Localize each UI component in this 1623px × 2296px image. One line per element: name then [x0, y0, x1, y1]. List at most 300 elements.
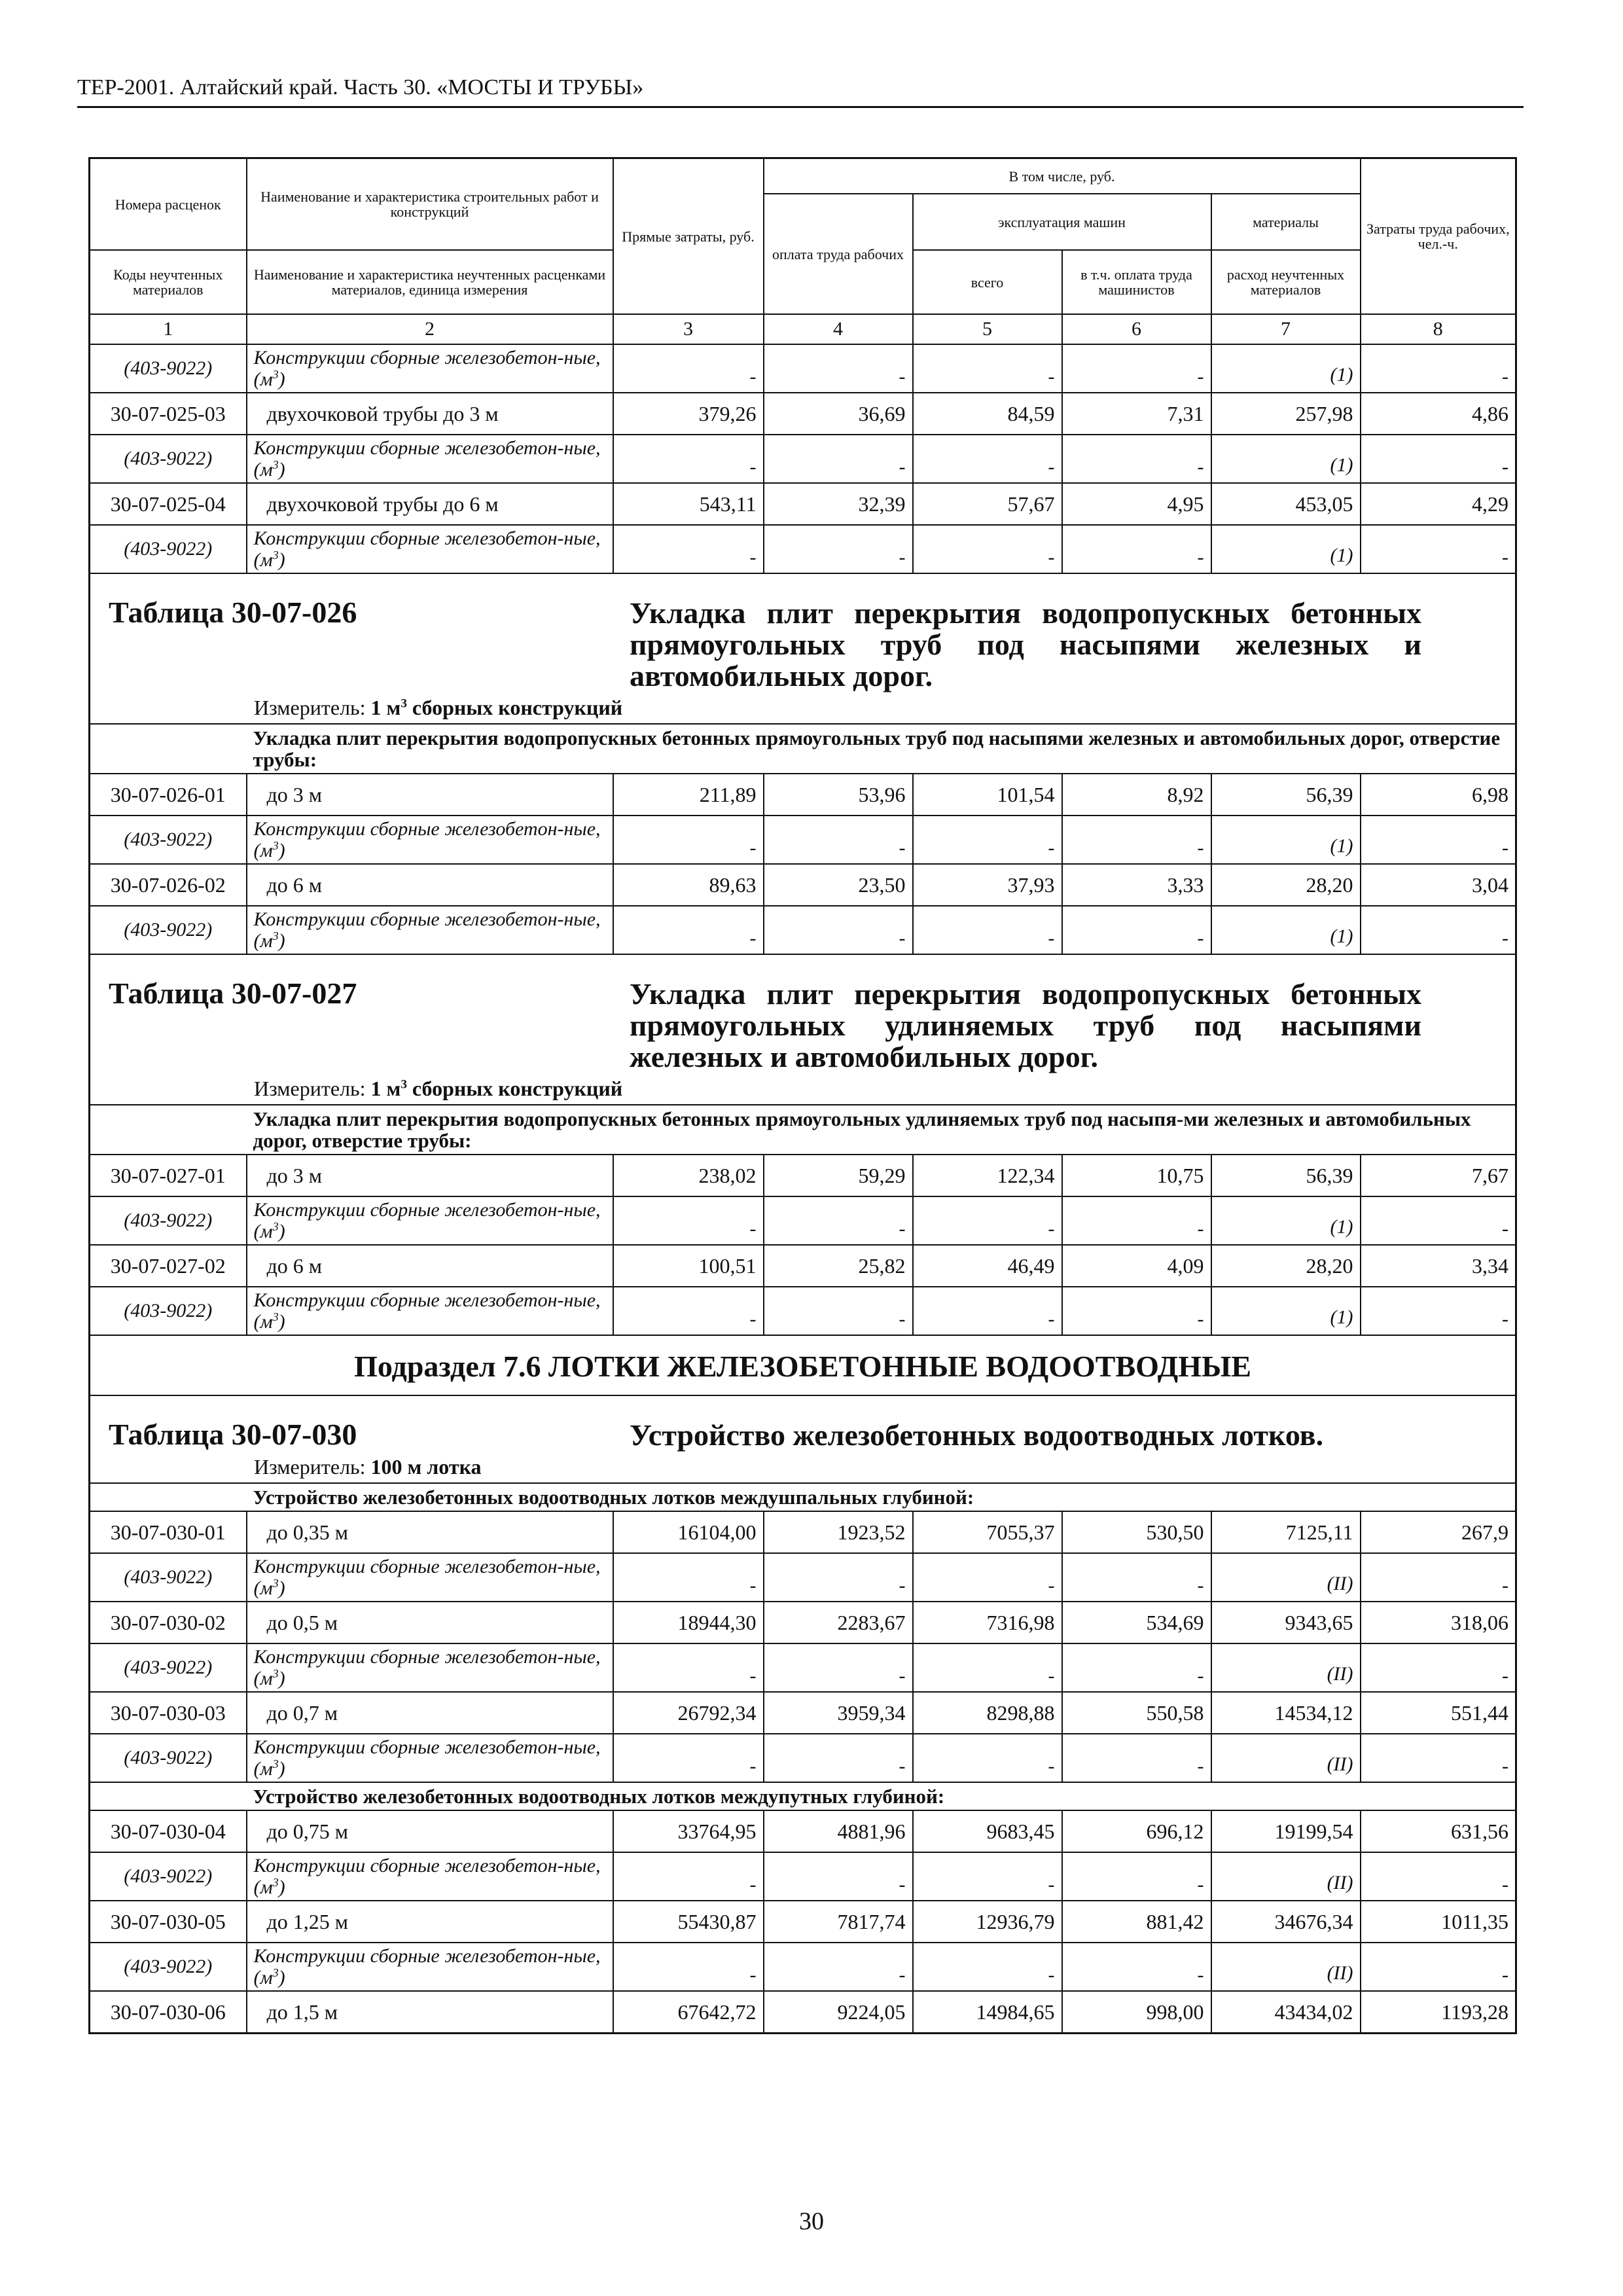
head-materials: материалы	[1211, 194, 1361, 250]
material-name	[247, 435, 613, 483]
material-name	[247, 1943, 613, 1991]
machines-total: 14984,65	[913, 1991, 1062, 2034]
head-col3: Прямые затраты, руб.	[613, 158, 764, 315]
empty-value: -	[613, 1553, 764, 1602]
material-name	[247, 1553, 613, 1602]
column-number: 5	[913, 314, 1062, 344]
empty-value: -	[1062, 1943, 1211, 1991]
empty-value: -	[613, 816, 764, 864]
empty-value: -	[913, 435, 1062, 483]
measure-value	[371, 696, 623, 719]
material-volume-ref: (II)	[1211, 1943, 1361, 1991]
table-caption-row	[90, 573, 1516, 724]
material-name-text: Конструкции сборные железобетон-ные, (м	[253, 437, 601, 480]
direct-cost: 67642,72	[613, 1991, 764, 2034]
empty-value: -	[1361, 1643, 1516, 1692]
price-row	[90, 1810, 1516, 1852]
material-row	[90, 1196, 1516, 1245]
group-subheader: Укладка плит перекрытия водопропускных бетонных прямоугольных удлиняемых труб под насыпя-ми железных и автомобильных дорог, отверстие трубы:	[247, 1105, 1516, 1155]
direct-cost: 211,89	[613, 774, 764, 816]
price-row	[90, 1692, 1516, 1734]
direct-cost: 238,02	[613, 1155, 764, 1196]
group-subheader-row	[90, 724, 1516, 774]
material-row	[90, 344, 1516, 393]
empty-value: -	[764, 906, 913, 954]
unit-superscript: 3	[272, 548, 279, 562]
operators-pay: 4,95	[1062, 483, 1211, 525]
labor-pay: 59,29	[764, 1155, 913, 1196]
work-name: до 0,75 м	[247, 1810, 613, 1852]
material-code: (403-9022)	[90, 1643, 247, 1692]
materials-cost: 34676,34	[1211, 1901, 1361, 1943]
table-heading	[90, 574, 1515, 692]
material-name-end: )	[278, 368, 285, 390]
empty-value: -	[1062, 1734, 1211, 1782]
empty-value: -	[764, 816, 913, 864]
material-volume-ref: (1)	[1211, 1196, 1361, 1245]
group-subheader: Устройство железобетонных водоотводных лотков междушпальных глубиной:	[247, 1483, 1516, 1511]
table-measure	[90, 1451, 1515, 1482]
labor-pay: 32,39	[764, 483, 913, 525]
work-name: до 0,5 м	[247, 1602, 613, 1643]
labor-hours: 267,9	[1361, 1511, 1516, 1553]
material-row	[90, 1287, 1516, 1335]
material-volume-ref: (II)	[1211, 1852, 1361, 1901]
empty-value: -	[913, 1287, 1062, 1335]
page-number: 30	[799, 2208, 824, 2235]
empty-value: -	[613, 1287, 764, 1335]
empty-value: -	[1361, 525, 1516, 573]
empty-value: -	[1361, 1734, 1516, 1782]
material-code: (403-9022)	[90, 435, 247, 483]
empty-value: -	[1062, 525, 1211, 573]
materials-cost: 56,39	[1211, 774, 1361, 816]
materials-cost: 43434,02	[1211, 1991, 1361, 2034]
table-measure	[90, 1073, 1515, 1104]
material-code: (403-9022)	[90, 1553, 247, 1602]
empty-value: -	[913, 1943, 1062, 1991]
head-materials-unaccounted: расход неучтенных материалов	[1211, 250, 1361, 314]
material-volume-ref: (II)	[1211, 1643, 1361, 1692]
unit-superscript: 3	[272, 1757, 279, 1770]
measure-label: Измеритель:	[254, 696, 366, 719]
price-row	[90, 393, 1516, 435]
group-subheader-row	[90, 1782, 1516, 1810]
table-caption	[90, 1395, 1516, 1483]
subsection-title: Подраздел 7.6 ЛОТКИ ЖЕЛЕЗОБЕТОННЫЕ ВОДООТВОДНЫЕ	[354, 1350, 1251, 1383]
empty-value: -	[1062, 1287, 1211, 1335]
empty-value: -	[913, 344, 1062, 393]
material-code: (403-9022)	[90, 1852, 247, 1901]
head-machines: эксплуатация машин	[913, 194, 1211, 250]
labor-pay: 4881,96	[764, 1810, 913, 1852]
direct-cost: 18944,30	[613, 1602, 764, 1643]
labor-hours: 3,34	[1361, 1245, 1516, 1287]
head-labor: оплата труда рабочих	[764, 194, 913, 314]
unit-superscript: 3	[272, 1966, 279, 1979]
column-number: 6	[1062, 314, 1211, 344]
column-numbers-row	[90, 314, 1516, 344]
empty-value: -	[1062, 816, 1211, 864]
measure-rest: сборных конструкций	[406, 696, 623, 719]
empty-value: -	[1062, 1196, 1211, 1245]
operators-pay: 4,09	[1062, 1245, 1211, 1287]
group-subheader: Укладка плит перекрытия водопропускных бетонных прямоугольных труб под насыпями железных и автомобильных дорог, отверстие трубы:	[247, 724, 1516, 774]
head-row-1	[90, 158, 1516, 194]
empty-value: -	[613, 906, 764, 954]
labor-pay: 9224,05	[764, 1991, 913, 2034]
table-number: Таблица 30-07-026	[109, 596, 357, 629]
column-number: 8	[1361, 314, 1516, 344]
material-code: (403-9022)	[90, 1943, 247, 1991]
operators-pay: 8,92	[1062, 774, 1211, 816]
table-caption-row	[90, 954, 1516, 1105]
empty-value: -	[1361, 344, 1516, 393]
labor-hours: 1193,28	[1361, 1991, 1516, 2034]
empty-value: -	[913, 1643, 1062, 1692]
operators-pay: 881,42	[1062, 1901, 1211, 1943]
materials-cost: 257,98	[1211, 393, 1361, 435]
labor-pay: 36,69	[764, 393, 913, 435]
material-name-text: Конструкции сборные железобетон-ные, (м	[253, 1736, 601, 1780]
material-name	[247, 1287, 613, 1335]
price-row	[90, 483, 1516, 525]
material-row	[90, 816, 1516, 864]
operators-pay: 534,69	[1062, 1602, 1211, 1643]
labor-hours: 4,29	[1361, 483, 1516, 525]
work-name: до 0,35 м	[247, 1511, 613, 1553]
rate-code: 30-07-030-01	[90, 1511, 247, 1553]
direct-cost: 16104,00	[613, 1511, 764, 1553]
material-name-end: )	[278, 1758, 285, 1780]
measure-label: Измеритель:	[254, 1455, 366, 1479]
materials-cost: 7125,11	[1211, 1511, 1361, 1553]
running-header: ТЕР-2001. Алтайский край. Часть 30. «МОСТЫ И ТРУБЫ»	[77, 75, 644, 99]
empty-value: -	[1062, 906, 1211, 954]
material-row	[90, 1943, 1516, 1991]
price-row	[90, 1511, 1516, 1553]
material-row	[90, 1852, 1516, 1901]
labor-pay: 2283,67	[764, 1602, 913, 1643]
machines-total: 7316,98	[913, 1602, 1062, 1643]
material-name-end: )	[278, 549, 285, 571]
measure-value-text: 1 м	[370, 696, 401, 719]
operators-pay: 530,50	[1062, 1511, 1211, 1553]
measure-label: Измеритель:	[254, 1077, 366, 1100]
empty-value: -	[1361, 435, 1516, 483]
material-row	[90, 525, 1516, 573]
rate-code: 30-07-027-01	[90, 1155, 247, 1196]
empty-value: -	[764, 1287, 913, 1335]
unit-superscript: 3	[272, 839, 279, 852]
unit-superscript: 3	[272, 368, 279, 381]
materials-cost: 453,05	[1211, 483, 1361, 525]
labor-pay: 7817,74	[764, 1901, 913, 1943]
empty-value: -	[1361, 906, 1516, 954]
empty-value: -	[1361, 1943, 1516, 1991]
measure-value	[371, 1455, 482, 1479]
materials-cost: 28,20	[1211, 864, 1361, 906]
direct-cost: 89,63	[613, 864, 764, 906]
direct-cost: 100,51	[613, 1245, 764, 1287]
empty-value: -	[1361, 1196, 1516, 1245]
labor-hours: 1011,35	[1361, 1901, 1516, 1943]
column-number: 2	[247, 314, 613, 344]
operators-pay: 3,33	[1062, 864, 1211, 906]
empty-value: -	[1062, 1553, 1211, 1602]
rate-code: 30-07-030-05	[90, 1901, 247, 1943]
price-row	[90, 1155, 1516, 1196]
group-subheader-spacer	[90, 1483, 247, 1511]
subsection-row	[90, 1335, 1516, 1395]
head-col1-top: Номера расценок	[90, 158, 247, 251]
measure-value-text: 1 м	[370, 1077, 401, 1100]
empty-value: -	[913, 1852, 1062, 1901]
rate-code: 30-07-030-02	[90, 1602, 247, 1643]
machines-total: 12936,79	[913, 1901, 1062, 1943]
material-row	[90, 1553, 1516, 1602]
labor-pay: 3959,34	[764, 1692, 913, 1734]
labor-pay: 23,50	[764, 864, 913, 906]
price-row	[90, 774, 1516, 816]
material-row	[90, 435, 1516, 483]
material-name-end: )	[278, 1967, 285, 1988]
group-subheader-row	[90, 1105, 1516, 1155]
header-rule	[77, 106, 1524, 108]
machines-total: 8298,88	[913, 1692, 1062, 1734]
operators-pay: 550,58	[1062, 1692, 1211, 1734]
materials-cost: 28,20	[1211, 1245, 1361, 1287]
work-name: до 1,25 м	[247, 1901, 613, 1943]
head-including: В том числе, руб.	[764, 158, 1361, 194]
work-name: до 3 м	[247, 774, 613, 816]
head-machines-total: всего	[913, 250, 1062, 314]
unit-superscript: 3	[272, 1577, 279, 1590]
column-number: 1	[90, 314, 247, 344]
group-subheader-spacer	[90, 1105, 247, 1155]
head-col2-top: Наименование и характеристика строительных работ и конструкций	[247, 158, 613, 251]
rate-code: 30-07-026-02	[90, 864, 247, 906]
group-subheader-row	[90, 1483, 1516, 1511]
work-name: до 6 м	[247, 864, 613, 906]
group-subheader: Устройство железобетонных водоотводных лотков междупутных глубиной:	[247, 1782, 1516, 1810]
measure-value	[371, 1077, 623, 1100]
material-name-text: Конструкции сборные железобетон-ные, (м	[253, 347, 601, 390]
machines-total: 37,93	[913, 864, 1062, 906]
empty-value: -	[913, 1553, 1062, 1602]
materials-cost: 14534,12	[1211, 1692, 1361, 1734]
empty-value: -	[764, 1734, 913, 1782]
empty-value: -	[613, 1734, 764, 1782]
unit-superscript: 3	[272, 929, 279, 942]
unit-superscript: 3	[272, 458, 279, 471]
materials-cost: 56,39	[1211, 1155, 1361, 1196]
table-caption	[90, 954, 1516, 1105]
machines-total: 84,59	[913, 393, 1062, 435]
group-subheader-spacer	[90, 1782, 247, 1810]
rate-code: 30-07-025-04	[90, 483, 247, 525]
material-name-text: Конструкции сборные железобетон-ные, (м	[253, 1289, 601, 1333]
price-row	[90, 1901, 1516, 1943]
labor-hours: 318,06	[1361, 1602, 1516, 1643]
empty-value: -	[613, 344, 764, 393]
table-number: Таблица 30-07-027	[109, 977, 357, 1010]
unit-superscript: 3	[272, 1310, 279, 1323]
rate-code: 30-07-026-01	[90, 774, 247, 816]
material-volume-ref: (II)	[1211, 1553, 1361, 1602]
material-code: (403-9022)	[90, 1196, 247, 1245]
subsection-cell	[90, 1335, 1516, 1395]
price-row	[90, 1602, 1516, 1643]
empty-value: -	[764, 525, 913, 573]
empty-value: -	[913, 1734, 1062, 1782]
empty-value: -	[913, 525, 1062, 573]
table-title: Устройство железобетонных водоотводных лотков.	[630, 1418, 1324, 1452]
material-name	[247, 1196, 613, 1245]
column-number: 3	[613, 314, 764, 344]
labor-hours: 7,67	[1361, 1155, 1516, 1196]
material-code: (403-9022)	[90, 1287, 247, 1335]
operators-pay: 7,31	[1062, 393, 1211, 435]
material-name	[247, 525, 613, 573]
material-code: (403-9022)	[90, 1734, 247, 1782]
direct-cost: 26792,34	[613, 1692, 764, 1734]
material-volume-ref: (1)	[1211, 525, 1361, 573]
material-name	[247, 344, 613, 393]
head-col2-bottom: Наименование и характеристика неучтенных расценками материалов, единица измерения	[247, 250, 613, 314]
direct-cost: 55430,87	[613, 1901, 764, 1943]
empty-value: -	[613, 1643, 764, 1692]
empty-value: -	[764, 1943, 913, 1991]
head-col1-bottom: Коды неучтенных материалов	[90, 250, 247, 314]
empty-value: -	[613, 1943, 764, 1991]
empty-value: -	[1062, 1852, 1211, 1901]
materials-cost: 19199,54	[1211, 1810, 1361, 1852]
work-name: двухочковой трубы до 6 м	[247, 483, 613, 525]
material-name-text: Конструкции сборные железобетон-ные, (м	[253, 1199, 601, 1242]
material-name-end: )	[278, 1876, 285, 1898]
material-name-text: Конструкции сборные железобетон-ные, (м	[253, 1855, 601, 1898]
labor-pay: 25,82	[764, 1245, 913, 1287]
empty-value: -	[613, 1852, 764, 1901]
material-name-end: )	[278, 840, 285, 861]
material-name-text: Конструкции сборные железобетон-ные, (м	[253, 818, 601, 861]
empty-value: -	[1361, 816, 1516, 864]
material-name-end: )	[278, 930, 285, 952]
price-row	[90, 1245, 1516, 1287]
material-volume-ref: (1)	[1211, 344, 1361, 393]
machines-total: 57,67	[913, 483, 1062, 525]
material-volume-ref: (1)	[1211, 435, 1361, 483]
direct-cost: 33764,95	[613, 1810, 764, 1852]
table-caption	[90, 573, 1516, 724]
material-name-text: Конструкции сборные железобетон-ные, (м	[253, 1945, 601, 1988]
material-name-end: )	[278, 1221, 285, 1242]
table-measure	[90, 692, 1515, 723]
material-volume-ref: (1)	[1211, 906, 1361, 954]
measure-value-text: 100 м лотка	[370, 1455, 482, 1479]
table-caption-row	[90, 1395, 1516, 1483]
empty-value: -	[1361, 1852, 1516, 1901]
group-subheader-spacer	[90, 724, 247, 774]
empty-value: -	[1062, 435, 1211, 483]
empty-value: -	[613, 525, 764, 573]
material-row	[90, 1643, 1516, 1692]
material-code: (403-9022)	[90, 525, 247, 573]
price-row	[90, 864, 1516, 906]
empty-value: -	[913, 816, 1062, 864]
empty-value: -	[613, 435, 764, 483]
price-table	[88, 157, 1517, 2034]
rate-code: 30-07-030-03	[90, 1692, 247, 1734]
labor-hours: 4,86	[1361, 393, 1516, 435]
material-name-end: )	[278, 459, 285, 480]
column-number: 7	[1211, 314, 1361, 344]
work-name: до 6 м	[247, 1245, 613, 1287]
table-heading	[90, 1396, 1515, 1451]
empty-value: -	[1361, 1287, 1516, 1335]
labor-hours: 3,04	[1361, 864, 1516, 906]
materials-cost: 9343,65	[1211, 1602, 1361, 1643]
empty-value: -	[764, 1643, 913, 1692]
machines-total: 7055,37	[913, 1511, 1062, 1553]
material-name-text: Конструкции сборные железобетон-ные, (м	[253, 1646, 601, 1689]
column-number: 4	[764, 314, 913, 344]
rate-code: 30-07-025-03	[90, 393, 247, 435]
machines-total: 101,54	[913, 774, 1062, 816]
table-heading	[90, 955, 1515, 1073]
head-machines-operators: в т.ч. оплата труда машинистов	[1062, 250, 1211, 314]
material-name-text: Конструкции сборные железобетон-ные, (м	[253, 908, 601, 952]
labor-hours: 551,44	[1361, 1692, 1516, 1734]
empty-value: -	[764, 435, 913, 483]
material-name	[247, 906, 613, 954]
material-name	[247, 816, 613, 864]
material-name-end: )	[278, 1577, 285, 1599]
material-name-text: Конструкции сборные железобетон-ные, (м	[253, 1556, 601, 1599]
empty-value: -	[913, 1196, 1062, 1245]
operators-pay: 998,00	[1062, 1991, 1211, 2034]
measure-rest: сборных конструкций	[406, 1077, 623, 1100]
work-name: до 1,5 м	[247, 1991, 613, 2034]
material-row	[90, 906, 1516, 954]
rate-code: 30-07-030-06	[90, 1991, 247, 2034]
material-code: (403-9022)	[90, 816, 247, 864]
material-row	[90, 1734, 1516, 1782]
material-code: (403-9022)	[90, 906, 247, 954]
empty-value: -	[764, 1852, 913, 1901]
table-number: Таблица 30-07-030	[109, 1418, 357, 1451]
operators-pay: 10,75	[1062, 1155, 1211, 1196]
work-name: двухочковой трубы до 3 м	[247, 393, 613, 435]
work-name: до 0,7 м	[247, 1692, 613, 1734]
machines-total: 46,49	[913, 1245, 1062, 1287]
material-volume-ref: (1)	[1211, 816, 1361, 864]
empty-value: -	[913, 906, 1062, 954]
empty-value: -	[764, 1553, 913, 1602]
operators-pay: 696,12	[1062, 1810, 1211, 1852]
unit-superscript: 3	[272, 1667, 279, 1680]
material-volume-ref: (II)	[1211, 1734, 1361, 1782]
labor-hours: 6,98	[1361, 774, 1516, 816]
rate-code: 30-07-027-02	[90, 1245, 247, 1287]
machines-total: 9683,45	[913, 1810, 1062, 1852]
material-name-end: )	[278, 1668, 285, 1689]
material-code: (403-9022)	[90, 344, 247, 393]
empty-value: -	[1062, 344, 1211, 393]
material-name	[247, 1734, 613, 1782]
rate-code: 30-07-030-04	[90, 1810, 247, 1852]
